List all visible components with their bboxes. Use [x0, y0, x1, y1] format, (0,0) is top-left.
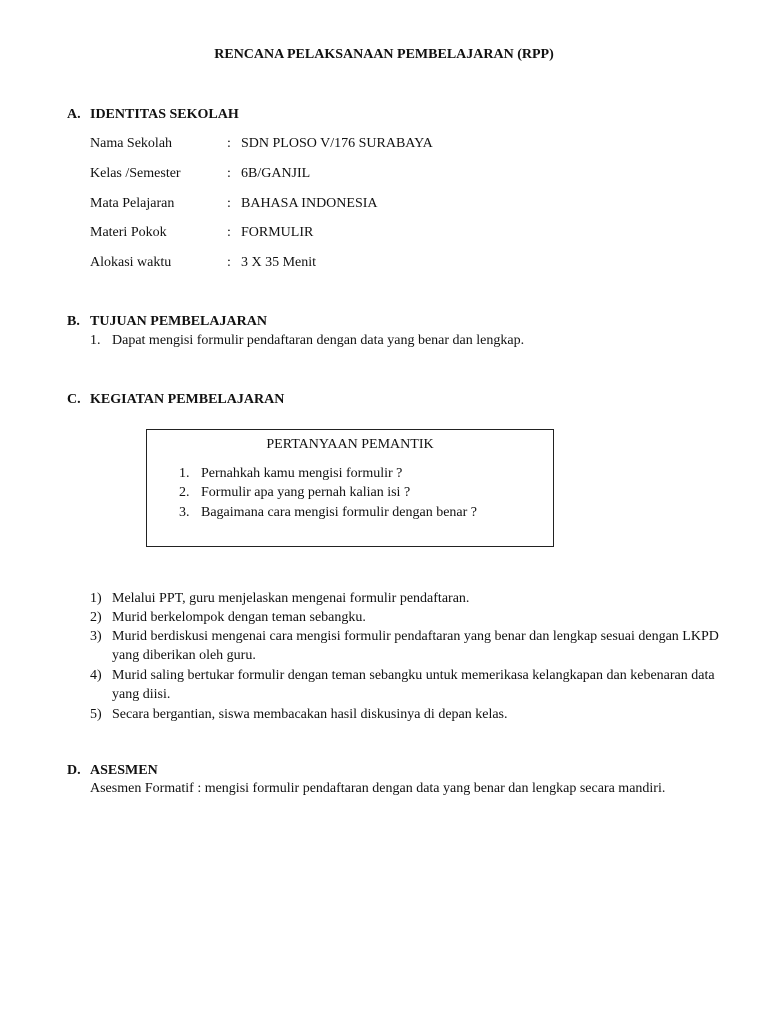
activity-number: 1)	[90, 591, 102, 606]
field-row-nama-sekolah	[90, 136, 433, 152]
activity-text: Murid berdiskusi mengenai cara mengisi formulir pendaftaran yang benar dan lengkap sesuai dengan LKPD yang diberikan oleh guru.	[112, 629, 719, 663]
guiding-question-text: Bagaimana cara mengisi formulir dengan benar ?	[201, 505, 477, 520]
field-value: BAHASA INDONESIA	[241, 196, 378, 211]
guiding-question-number: 3.	[179, 505, 190, 520]
activity-text: Murid saling bertukar formulir dengan teman sebangku untuk memerikasa kelangkapan dan kebenaran data yang diisi.	[112, 668, 715, 702]
field-value: SDN PLOSO V/176 SURABAYA	[241, 136, 433, 151]
activity-text: Murid berkelompok dengan teman sebangku.	[112, 610, 366, 625]
field-label: Nama Sekolah	[90, 136, 173, 151]
objective-text: Dapat mengisi formulir pendaftaran dengan data yang benar dan lengkap.	[112, 333, 525, 348]
field-row-materi-pokok	[90, 225, 313, 241]
activity-number: 4)	[90, 668, 102, 683]
field-row-kelas-semester	[90, 166, 310, 182]
guiding-questions-box	[146, 429, 554, 547]
activity-number: 5)	[90, 707, 102, 722]
field-value: FORMULIR	[241, 225, 314, 240]
activity-item	[90, 589, 730, 608]
objective-item	[90, 333, 524, 349]
section-d-letter: D.	[67, 763, 81, 778]
field-value: 6B/GANJIL	[241, 166, 311, 181]
field-row-alokasi-waktu	[90, 255, 316, 271]
field-colon: :	[227, 136, 231, 151]
guiding-question-item	[179, 485, 410, 501]
activity-text: Melalui PPT, guru menjelaskan mengenai formulir pendaftaran.	[112, 591, 470, 606]
field-colon: :	[227, 196, 231, 211]
activity-item	[90, 608, 730, 627]
field-label: Materi Pokok	[90, 225, 167, 240]
section-c-letter: C.	[67, 392, 81, 407]
section-c-heading	[67, 392, 284, 408]
section-d-title: ASESMEN	[90, 763, 158, 778]
field-row-mata-pelajaran	[90, 196, 378, 212]
section-d-heading	[67, 763, 158, 779]
section-b-title: TUJUAN PEMBELAJARAN	[90, 314, 267, 329]
section-b-letter: B.	[67, 314, 80, 329]
activity-item	[90, 627, 730, 665]
assessment-line: Asesmen Formatif : mengisi formulir pendaftaran dengan data yang benar dan lengkap secara mandiri.	[90, 781, 666, 796]
activity-number: 2)	[90, 610, 102, 625]
activity-item	[90, 705, 730, 724]
section-a-title: IDENTITAS SEKOLAH	[90, 107, 239, 122]
guiding-question-text: Pernahkah kamu mengisi formulir ?	[201, 466, 403, 481]
field-label: Alokasi waktu	[90, 255, 172, 270]
section-c-title: KEGIATAN PEMBELAJARAN	[90, 392, 285, 407]
field-colon: :	[227, 225, 231, 240]
document-title: RENCANA PELAKSANAAN PEMBELAJARAN (RPP)	[214, 47, 554, 62]
activity-text: Secara bergantian, siswa membacakan hasil diskusinya di depan kelas.	[112, 707, 508, 722]
objective-number: 1.	[90, 333, 101, 348]
field-colon: :	[227, 166, 231, 181]
activity-item	[90, 666, 730, 704]
field-label: Kelas /Semester	[90, 166, 181, 181]
field-colon: :	[227, 255, 231, 270]
section-a-letter: A.	[67, 107, 81, 122]
section-b-heading	[67, 314, 267, 330]
field-value: 3 X 35 Menit	[241, 255, 317, 270]
guiding-question-text: Formulir apa yang pernah kalian isi ?	[201, 485, 411, 500]
section-a-heading	[67, 107, 239, 123]
guiding-question-item	[179, 505, 477, 521]
guiding-question-number: 2.	[179, 485, 190, 500]
guiding-question-number: 1.	[179, 466, 190, 481]
guiding-question-item	[179, 466, 402, 482]
field-label: Mata Pelajaran	[90, 196, 175, 211]
activity-number: 3)	[90, 629, 102, 644]
guiding-questions-title: PERTANYAAN PEMANTIK	[266, 437, 434, 452]
